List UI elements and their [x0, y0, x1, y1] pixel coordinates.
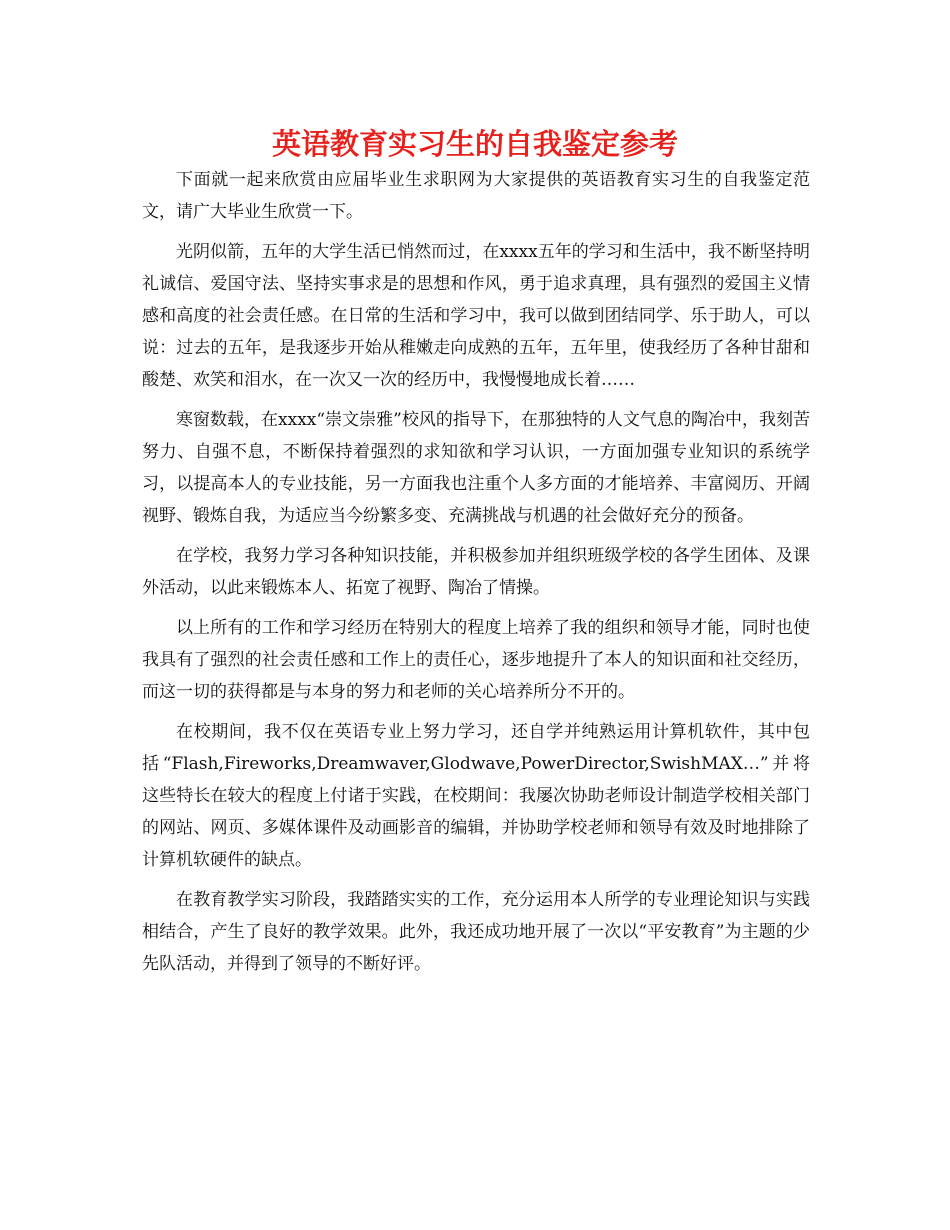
paragraph-intro: 下面就一起来欣赏由应届毕业生求职网为大家提供的英语教育实习生的自我鉴定范文，请广大毕业生欣赏一下。: [142, 170, 810, 222]
paragraph-activities: 在学校，我努力学习各种知识技能，并积极参加并组织班级学校的各学生团体、及课外活动，以此来锻炼本人、拓宽了视野、陶冶了情操。: [142, 546, 810, 598]
paragraph-study: 寒窗数载，在xxxx“崇文崇雅”校风的指导下，在那独特的人文气息的陶冶中，我刻苦努力、自强不息，不断保持着强烈的求知欲和学习认识，一方面加强专业知识的系统学习，以提高本人的专业技能，另一方面我也注重个人多方面的才能培养、丰富阅历、开阔视野、锻炼自我，为适应当今纷繁多变、充满挑战与机遇的社会做好充分的预备。: [142, 410, 810, 526]
paragraph-computer-skills: 在校期间，我不仅在英语专业上努力学习，还自学并纯熟运用计算机软件，其中包括“Flash,Fireworks,Dreamwaver,Glodwave,PowerDirector,SwishMAX…”并将这些特长在较大的程度上付诸于实践，在校期间：我屡次协助老师设计制造学校相关部门的网站、网页、多媒体课件及动画影音的编辑，并协助学校老师和领导有效及时地排除了计算机软硬件的缺点。: [142, 722, 810, 870]
paragraph-college-life: 光阴似箭，五年的大学生活已悄然而过，在xxxx五年的学习和生活中，我不断坚持明礼诚信、爱国守法、坚持实事求是的思想和作风，勇于追求真理，具有强烈的爱国主义情感和高度的社会责任感。在日常的生活和学习中，我可以做到团结同学、乐于助人，可以说：过去的五年，是我逐步开始从稚嫩走向成熟的五年，五年里，使我经历了各种甘甜和酸楚、欢笑和泪水，在一次又一次的经历中，我慢慢地成长着……: [142, 242, 810, 390]
document-title: 英语教育实习生的自我鉴定参考: [271, 127, 678, 161]
paragraph-internship: 在教育教学实习阶段，我踏踏实实的工作，充分运用本人所学的专业理论知识与实践相结合，产生了良好的教学效果。此外，我还成功地开展了一次以“平安教育”为主题的少先队活动，并得到了领导的不断好评。: [142, 890, 810, 974]
paragraph-leadership: 以上所有的工作和学习经历在特别大的程度上培养了我的组织和领导才能，同时也使我具有了强烈的社会责任感和工作上的责任心，逐步地提升了本人的知识面和社交经历，而这一切的获得都是与本身的努力和老师的关心培养所分不开的。: [142, 618, 810, 702]
document-body: [142, 164, 810, 988]
